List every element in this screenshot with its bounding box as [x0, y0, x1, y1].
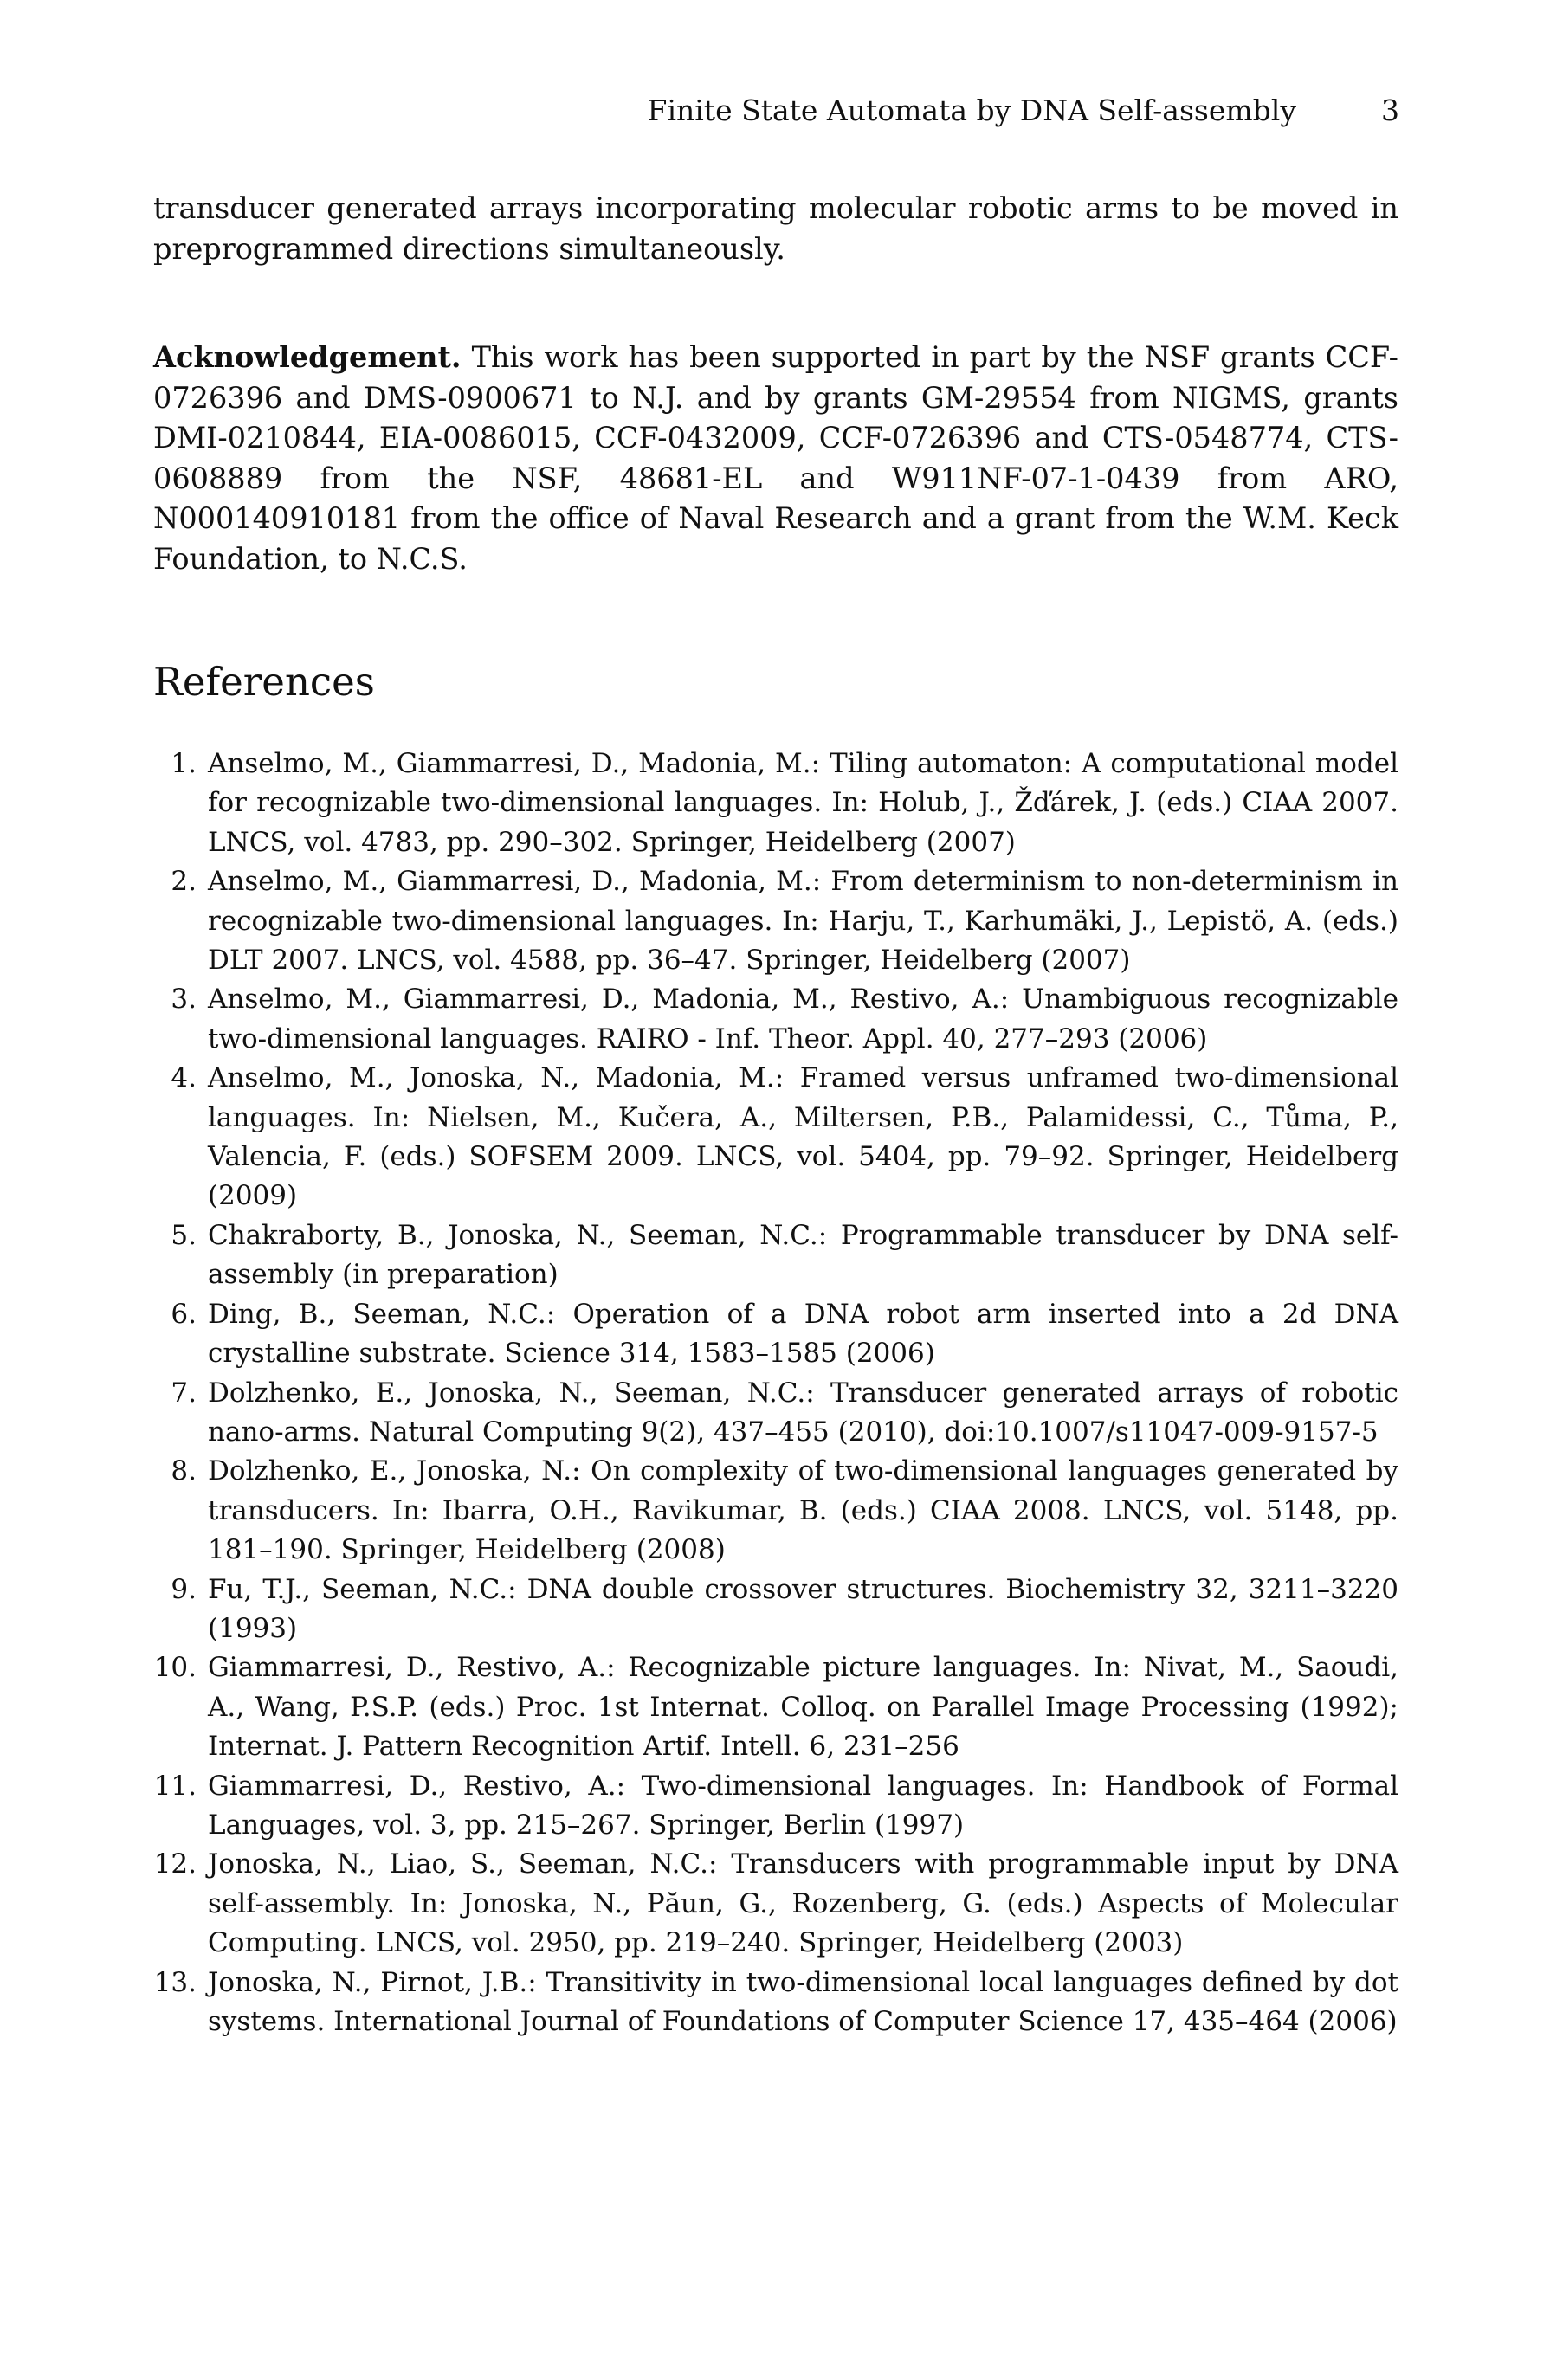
reference-text: Dolzhenko, E., Jonoska, N.: On complexity of two-dimensional languages generated by transducers. In: Ibarra, O.H., Ravikumar, B. (eds.) CIAA 2008. LNCS, vol. 5148, pp. 181–190. Springer, Heidelberg (2008)	[208, 1455, 1398, 1566]
reference-number: 11.	[153, 1770, 197, 1802]
reference-item	[153, 1452, 1398, 1570]
reference-number: 3.	[171, 984, 197, 1016]
reference-item	[153, 1845, 1398, 1963]
reference-text: Ding, B., Seeman, N.C.: Operation of a DNA robot arm inserted into a 2d DNA crystalline substrate. Science 314, 1583–1585 (2006)	[208, 1298, 1398, 1370]
acknowledgement-heading: Acknowledgement.	[153, 340, 462, 374]
reference-text: Chakraborty, B., Jonoska, N., Seeman, N.C.: Programmable transducer by DNA self-assembly (in preparation)	[208, 1219, 1398, 1291]
reference-text: Giammarresi, D., Restivo, A.: Recognizable picture languages. In: Nivat, M., Saoudi, A., Wang, P.S.P. (eds.) Proc. 1st Internat. Colloq. on Parallel Image Processing (1992); Internat. J. Pattern Recognition Artif. Intell. 6, 231–256	[208, 1652, 1398, 1763]
reference-item	[153, 1964, 1398, 2042]
reference-text: Dolzhenko, E., Jonoska, N., Seeman, N.C.: Transducer generated arrays of robotic nano-arms. Natural Computing 9(2), 437–455 (2010), doi:10.1007/s11047-009-9157-5	[208, 1377, 1398, 1448]
reference-item	[153, 1767, 1398, 1846]
page-number: 3	[1381, 94, 1399, 127]
reference-item	[153, 745, 1398, 862]
reference-item	[153, 1216, 1398, 1295]
acknowledgement-paragraph	[153, 338, 1398, 579]
reference-number: 6.	[171, 1298, 197, 1330]
reference-item	[153, 862, 1398, 980]
reference-item	[153, 1059, 1398, 1216]
reference-number: 4.	[171, 1062, 197, 1094]
reference-number: 5.	[171, 1219, 197, 1251]
reference-number: 13.	[153, 1966, 197, 1998]
reference-text: Fu, T.J., Seeman, N.C.: DNA double crossover structures. Biochemistry 32, 3211–3220 (1993)	[208, 1573, 1398, 1644]
intro-paragraph: transducer generated arrays incorporating molecular robotic arms to be moved in preprogrammed directions simultaneously.	[153, 191, 1398, 266]
reference-number: 2.	[171, 866, 197, 898]
reference-item	[153, 1295, 1398, 1374]
running-head	[153, 94, 1398, 128]
reference-text: Anselmo, M., Giammarresi, D., Madonia, M., Restivo, A.: Unambiguous recognizable two-dimensional languages. RAIRO - Inf. Theor. Appl. 40, 277–293 (2006)	[208, 984, 1398, 1055]
reference-item	[153, 980, 1398, 1059]
reference-number: 7.	[171, 1377, 197, 1409]
reference-text: Anselmo, M., Giammarresi, D., Madonia, M.: From determinism to non-determinism in recognizable two-dimensional languages. In: Harju, T., Karhumäki, J., Lepistö, A. (eds.) DLT 2007. LNCS, vol. 4588, pp. 36–47. Springer, Heidelberg (2007)	[208, 866, 1398, 977]
reference-item	[153, 1571, 1398, 1649]
reference-text: Giammarresi, D., Restivo, A.: Two-dimensional languages. In: Handbook of Formal Languages, vol. 3, pp. 215–267. Springer, Berlin (1997)	[208, 1770, 1398, 1841]
running-title: Finite State Automata by DNA Self-assembly	[647, 94, 1296, 127]
reference-text: Anselmo, M., Giammarresi, D., Madonia, M.: Tiling automaton: A computational model for recognizable two-dimensional languages. In: Holub, J., Žďárek, J. (eds.) CIAA 2007. LNCS, vol. 4783, pp. 290–302. Springer, Heidelberg (2007)	[208, 748, 1398, 858]
reference-list	[153, 745, 1398, 2041]
reference-text: Jonoska, N., Pirnot, J.B.: Transitivity in two-dimensional local languages defined by dot systems. International Journal of Foundations of Computer Science 17, 435–464 (2006)	[208, 1966, 1398, 2037]
acknowledgement-text: This work has been supported in part by the NSF grants CCF-0726396 and DMS-0900671 to N.J. and by grants GM-29554 from NIGMS, grants DMI-0210844, EIA-0086015, CCF-0432009, CCF-0726396 and CTS-0548774, CTS-0608889 from the NSF, 48681-EL and W911NF-07-1-0439 from ARO, N000140910181 from the office of Naval Research and a grant from the W.M. Keck Foundation, to N.C.S.	[153, 340, 1398, 576]
reference-item	[153, 1648, 1398, 1766]
reference-text: Jonoska, N., Liao, S., Seeman, N.C.: Transducers with programmable input by DNA self-assembly. In: Jonoska, N., Păun, G., Rozenberg, G. (eds.) Aspects of Molecular Computing. LNCS, vol. 2950, pp. 219–240. Springer, Heidelberg (2003)	[208, 1848, 1398, 1959]
reference-number: 9.	[171, 1573, 197, 1605]
reference-text: Anselmo, M., Jonoska, N., Madonia, M.: Framed versus unframed two-dimensional languages. In: Nielsen, M., Kučera, A., Miltersen, P.B., Palamidessi, C., Tůma, P., Valencia, F. (eds.) SOFSEM 2009. LNCS, vol. 5404, pp. 79–92. Springer, Heidelberg (2009)	[208, 1062, 1398, 1212]
references-title: References	[153, 659, 375, 705]
reference-item	[153, 1374, 1398, 1453]
reference-number: 10.	[153, 1652, 197, 1684]
reference-number: 8.	[171, 1455, 197, 1487]
reference-number: 12.	[153, 1848, 197, 1880]
reference-number: 1.	[171, 748, 197, 779]
